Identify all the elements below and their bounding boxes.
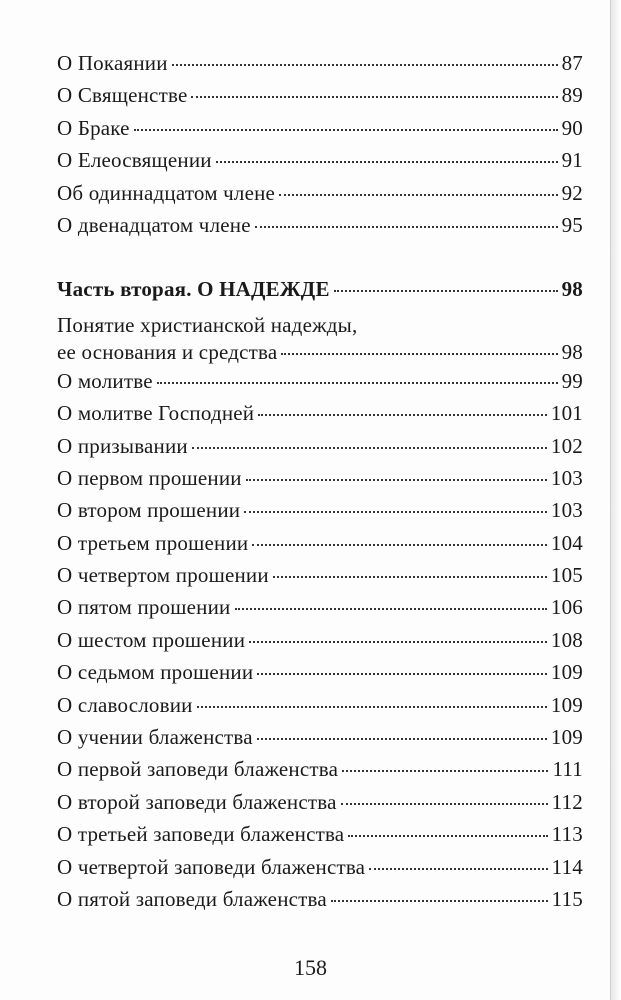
toc-entry-page: 111 [552,757,583,782]
toc-entry-title: О втором прошении [57,498,241,523]
toc-entry-title: О третьей заповеди блаженства [57,822,345,847]
toc-entry-page: 102 [550,433,583,458]
toc-entry [57,112,583,144]
dot-leader [279,193,558,196]
dot-leader [334,289,558,292]
toc-section-2 [57,365,583,916]
dot-leader [257,737,547,740]
dot-leader [246,478,547,481]
dot-leader [331,899,548,902]
toc-entry-title: Часть вторая. О НАДЕЖДЕ [57,277,330,302]
toc-entry-page: 109 [550,692,583,717]
dot-leader [172,63,558,66]
toc-entry-page: 98 [561,339,583,364]
toc-entry-page: 101 [550,401,583,426]
dot-leader [369,867,547,870]
toc-entry [57,494,583,526]
toc-entry [57,656,583,688]
dot-leader [273,575,547,578]
toc-entry-title: О первом прошении [57,465,242,490]
toc-entry-page: 98 [561,277,583,302]
toc-entry [57,527,583,559]
toc-entry-title: О четвертом прошении [57,563,269,588]
toc-entry-title: О славословии [57,692,193,717]
toc-entry [57,209,583,241]
toc-entry [57,689,583,721]
dot-leader [216,160,558,163]
toc-entry-page: 113 [551,822,583,847]
toc-entry-title: О пятой заповеди блаженства [57,886,327,911]
toc-entry-title-line2: ее основания и средства [57,339,278,364]
dot-leader [258,413,547,416]
toc-entry-title: О двенадцатом члене [57,212,251,237]
toc-entry [57,79,583,111]
toc-entry [57,365,583,397]
toc-entry-page: 103 [550,498,583,523]
dot-leader [341,802,548,805]
toc-entry-title: О призывании [57,433,188,458]
toc-entry-title-line1: Понятие христианской надежды, [57,312,358,337]
dot-leader [191,95,557,98]
toc-entry-title: О третьем прошении [57,530,249,555]
toc-entry-title: О седьмом прошении [57,660,254,685]
toc-entry [57,786,583,818]
toc-entry [57,462,583,494]
toc-entry-page: 91 [561,148,583,173]
toc-entry [57,177,583,209]
toc-entry [57,883,583,915]
toc-entry-title: О второй заповеди блаженства [57,789,337,814]
toc-entry-title: О Елеосвящении [57,148,212,173]
toc-entry-title: О пятом прошении [57,595,231,620]
section-gap [57,241,583,273]
toc-entry-page: 114 [551,854,583,879]
toc-entry-page: 112 [551,789,583,814]
toc-entry [57,144,583,176]
toc-entry [57,430,583,462]
toc-entry [57,624,583,656]
toc-entry-page: 115 [551,886,583,911]
toc-part-heading [57,273,583,305]
dot-leader [257,672,547,675]
dot-leader [235,607,547,610]
toc-entry-title: О молитве [57,368,153,393]
toc-entry-title: О Браке [57,115,130,140]
toc-entry [57,47,583,79]
toc-entry-page: 105 [550,563,583,588]
dot-leader [342,769,548,772]
toc-entry [57,753,583,785]
toc-entry-page: 103 [550,465,583,490]
dot-leader [192,446,547,449]
toc-entry-title: О учении блаженства [57,725,253,750]
dot-leader [252,543,547,546]
dot-leader [249,640,547,643]
toc-entry-multiline [57,312,583,365]
toc-entry-page: 106 [550,595,583,620]
toc-entry-title: Об одиннадцатом члене [57,180,276,205]
toc-entry-title: О первой заповеди блаженства [57,757,339,782]
toc-entry-page: 95 [561,212,583,237]
toc-entry-page: 99 [561,368,583,393]
toc-entry-page: 92 [561,180,583,205]
dot-leader [197,705,547,708]
page-edge [610,0,621,1000]
dot-leader [244,510,547,513]
dot-leader [157,381,558,384]
toc-entry [57,559,583,591]
toc-entry-title: О молитве Господней [57,401,255,426]
toc-entry-title: О четвертой заповеди блаженства [57,854,366,879]
toc-entry [57,851,583,883]
toc-entry-page: 108 [550,627,583,652]
toc-entry-title: О Священстве [57,83,188,108]
toc-entry-page: 104 [550,530,583,555]
toc-entry-title: О шестом прошении [57,627,246,652]
toc-entry-page: 90 [561,115,583,140]
dot-leader [348,834,547,837]
table-of-contents [57,47,583,915]
toc-entry [57,818,583,850]
toc-entry-page: 109 [550,725,583,750]
toc-entry [57,721,583,753]
toc-section-1 [57,47,583,241]
toc-entry [57,397,583,429]
toc-entry-page: 89 [561,83,583,108]
dot-leader [134,128,558,131]
dot-leader [255,225,558,228]
toc-entry [57,591,583,623]
toc-entry-title: О Покаянии [57,51,168,75]
toc-entry-page: 87 [561,51,583,75]
toc-entry-page: 109 [550,660,583,685]
page-number: 158 [294,955,327,980]
dot-leader [281,352,557,355]
